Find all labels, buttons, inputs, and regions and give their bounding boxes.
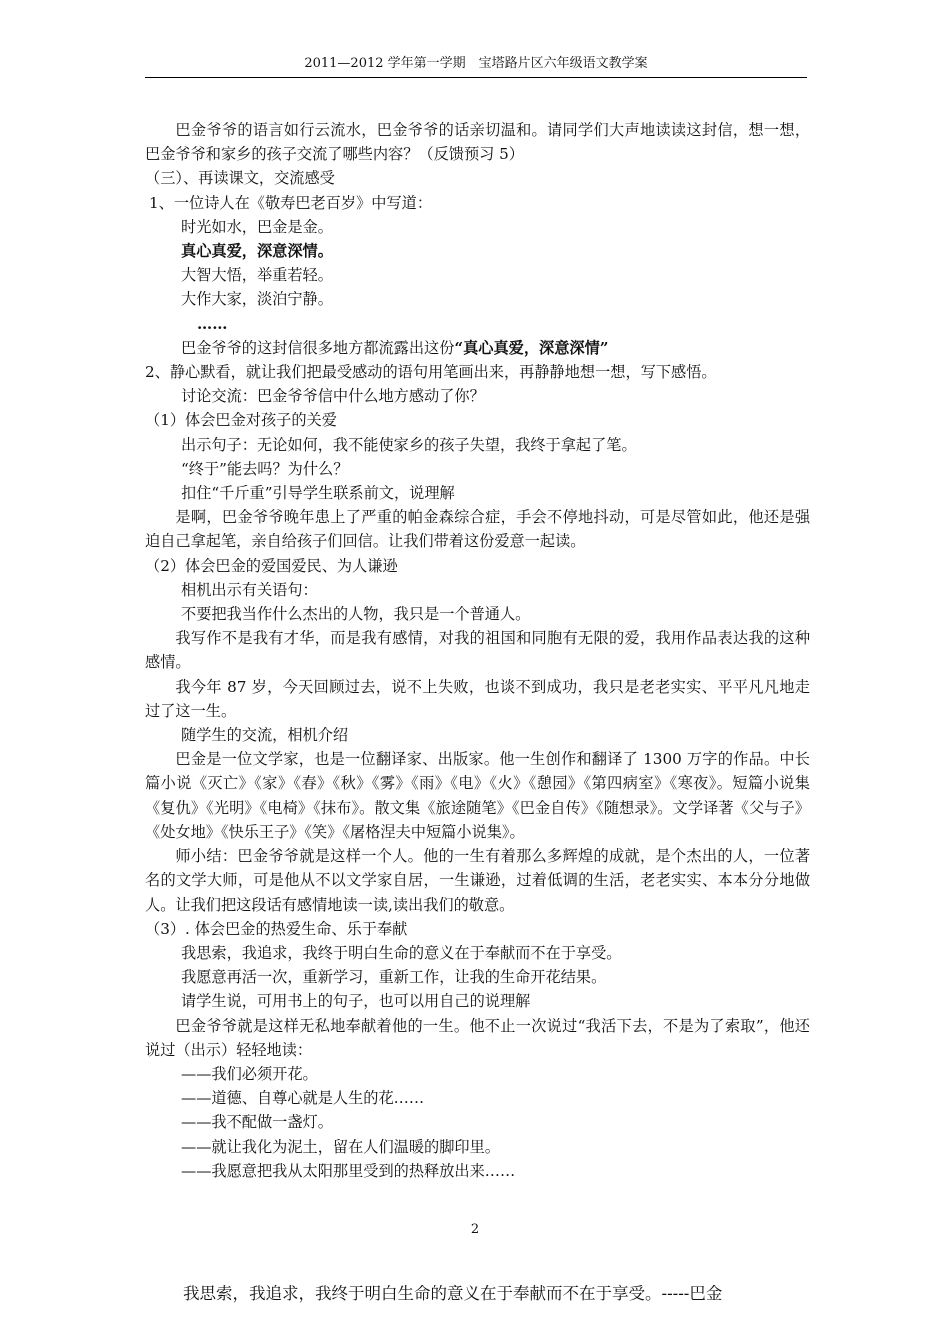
subsection-1-title: （1）体会巴金对孩子的关爱 [145, 411, 337, 430]
flow-line [145, 336, 810, 360]
subsection-1-line: “终于”能去吗？为什么？ [181, 459, 349, 478]
dash-line: ——就让我化为泥土，留在人们温暖的脚印里。 [181, 1137, 500, 1156]
discussion-prompt: 讨论交流：巴金爷爷信中什么地方感动了你？ [181, 387, 485, 406]
subsection-2-title: （2）体会巴金的爱国爱民、为人谦逊 [145, 556, 398, 575]
intro-paragraph: 巴金爷爷的语言如行云流水，巴金爷爷的话亲切温和。请同学们大声地读读这封信，想一想，巴金爷爷和家乡的孩子交流了哪些内容？（反馈预习 5） [145, 121, 810, 164]
subsection-2-quote: 我写作不是我有才华，而是我有感情，对我的祖国和同胞有无限的爱，我用作品表达我的这种感情。 [145, 629, 810, 672]
section-heading: （三）、再读课文，交流感受 [145, 169, 335, 188]
subsection-3-line: 我思索，我追求，我终于明白生命的意义在于奉献而不在于享受。 [181, 943, 622, 962]
subsection-1-paragraph: 是啊，巴金爷爷晚年患上了严重的帕金森综合症，手会不停地抖动，可是尽管如此，他还是强迫自己拿起笔，亲自给孩子们回信。让我们带着这份爱意一起读。 [145, 508, 810, 551]
question-2: 2、静心默看，就让我们把最受感动的语句用笔画出来，再静静地想一想，写下感悟。 [145, 363, 717, 382]
subsection-2-summary: 师小结：巴金爷爷就是这样一个人。他的一生有着那么多辉煌的成就，是个杰出的人，一位著名的文学大师，可是他从不以文学家自居，一生谦逊，过着低调的生活，老老实实、本本分分地做人。让我们把这段话有感情地读一读,读出我们的敬意。 [145, 847, 810, 914]
subsection-3-paragraph: 巴金爷爷就是这样无私地奉献着他的一生。他不止一次说过“我活下去，不是为了索取”，他还说过（出示）轻轻地读： [145, 1016, 810, 1059]
poem-ellipsis: …… [197, 314, 228, 333]
subsection-2-follow: 随学生的交流，相机介绍 [181, 726, 349, 745]
question-1: 1、一位诗人在《敬寿巴老百岁》中写道： [149, 193, 433, 212]
page-number: 2 [470, 1222, 480, 1237]
footer-quote: 我思索，我追求，我终于明白生命的意义在于奉献而不在于享受。-----巴金 [183, 1284, 723, 1303]
subsection-3-line: 请学生说，可用书上的句子，也可以用自己的说理解 [181, 992, 531, 1011]
subsection-3-title: （3）. 体会巴金的热爱生命、乐于奉献 [145, 919, 408, 938]
subsection-3-line: 我愿意再活一次，重新学习，重新工作，让我的生命开花结果。 [181, 968, 607, 987]
poem-line: 大智大悟，举重若轻。 [181, 266, 333, 285]
poem-line-bold: 真心真爱，深意深情。 [181, 242, 333, 261]
poem-line: 时光如水，巴金是金。 [181, 217, 333, 236]
subsection-2-quote: 不要把我当作什么杰出的人物，我只是一个普通人。 [181, 605, 531, 624]
subsection-1-line: 出示句子：无论如何，我不能使家乡的孩子失望，我终于拿起了笔。 [181, 435, 637, 454]
flow-bold-quote: “真心真爱，深意深情” [454, 338, 609, 357]
poem-line: 大作大家，淡泊宁静。 [181, 290, 333, 309]
document-body [145, 118, 810, 1183]
flow-prefix: 巴金爷爷的这封信很多地方都流露出这份 [181, 338, 455, 357]
subsection-2-intro: 相机出示有关语句： [181, 580, 318, 599]
dash-line: ——我们必须开花。 [181, 1064, 318, 1083]
dash-line: ——我愿意把我从太阳那里受到的热释放出来…… [181, 1161, 516, 1180]
dash-line: ——道德、自尊心就是人生的花…… [181, 1089, 424, 1108]
subsection-2-bio: 巴金是一位文学家，也是一位翻译家、出版家。他一生创作和翻译了 1300 万字的作品。中长篇小说《灭亡》《家》《春》《秋》《雾》《雨》《电》《火》《憩园》《第四病室》《寒夜》。短篇小说集《复仇》《光明》《电椅》《抹布》。散文集《旅途随笔》《巴金自传》《随想录》。文学译著《父与子》《处女地》《快乐王子》《笑》《屠格涅夫中短篇小说集》。 [145, 750, 810, 841]
dash-line: ——我不配做一盏灯。 [181, 1113, 333, 1132]
page-header: 2011—2012 学年第一学期 宝塔路片区六年级语文教学案 [145, 52, 807, 78]
subsection-2-quote: 我今年 87 岁，今天回顾过去，说不上失败，也谈不到成功，我只是老老实实、平平凡凡地走过了这一生。 [145, 677, 810, 720]
subsection-1-line: 扣住“千斤重”引导学生联系前文，说理解 [181, 484, 455, 503]
